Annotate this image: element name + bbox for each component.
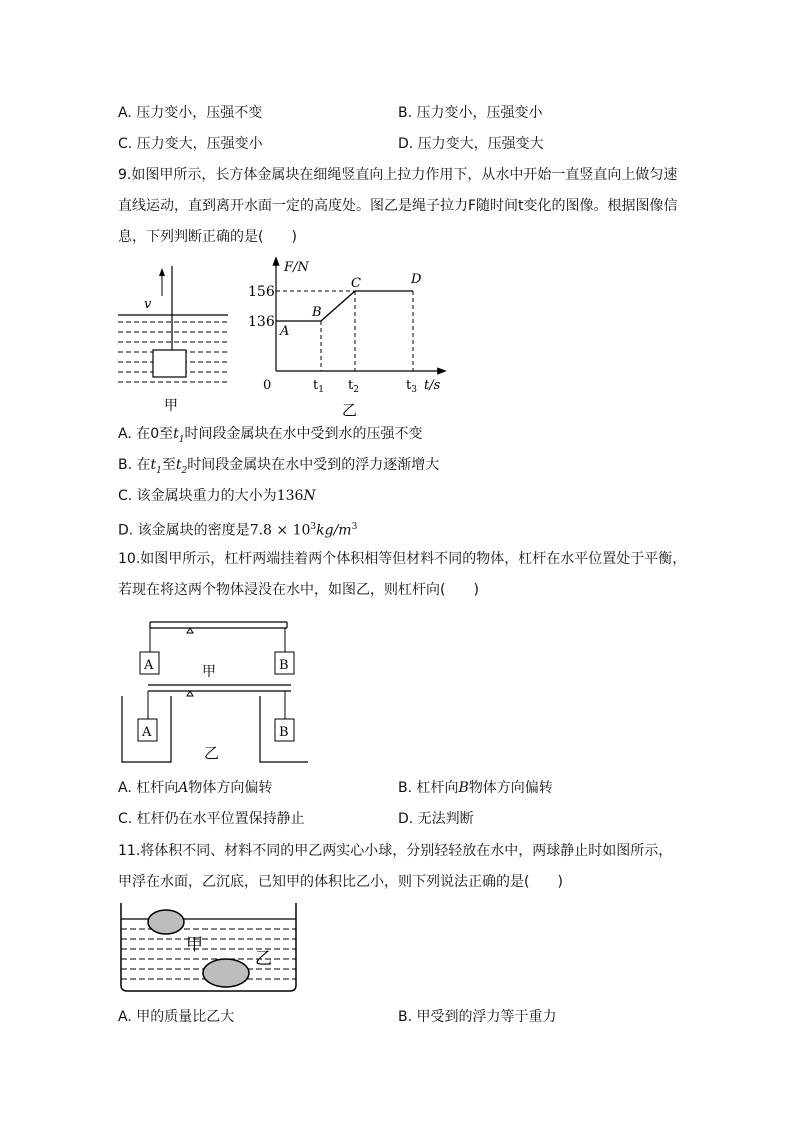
object-a-yi-label: A (142, 725, 152, 740)
q11-option-a: A. 甲的质量比乙大 (118, 1009, 235, 1025)
object-a-jia-label: A (144, 658, 154, 673)
graph-segment-BC (321, 291, 355, 321)
y-tick-136: 136 (248, 314, 275, 330)
velocity-label: v (144, 297, 152, 312)
q10-option-b: B. 杠杆向B物体方向偏转 (398, 780, 553, 796)
point-d-label: D (411, 272, 422, 287)
object-b-jia-label: B (279, 658, 289, 673)
x-tick-t3: $t_3$ (406, 378, 417, 395)
q8-option-c: C. 压力变大，压强变小 (118, 136, 263, 152)
q11-figure-balls (118, 903, 300, 993)
ball-yi (203, 959, 249, 987)
object-b-yi-label: B (279, 725, 289, 740)
q9-option-b: B. 在$t_1$至$t_2$时间段金属块在水中受到的浮力逐渐增大 (118, 457, 440, 476)
q10-figure-lever (118, 612, 308, 768)
y-tick-156: 156 (248, 284, 275, 300)
x-tick-t2: $t_2$ (348, 378, 359, 395)
ball-jia-label: 甲 (186, 935, 203, 955)
origin-label: 0 (263, 378, 272, 393)
figure-yi-caption: 乙 (342, 401, 358, 419)
figure-jia-caption-q10: 甲 (202, 664, 216, 680)
point-c-label: C (351, 276, 361, 291)
figure-jia-caption: 甲 (164, 398, 178, 414)
q9-stem-line3: 息，下列判断正确的是( ) (118, 229, 297, 245)
q11-stem-line1: 11.将体积不同、材料不同的甲乙两实心小球，分别轻轻放在水中，两球静止时如图所示， (118, 843, 673, 859)
q10-option-d: D. 无法判断 (398, 811, 474, 827)
x-tick-t1: $t_1$ (313, 378, 324, 395)
y-axis-label: F/N (284, 260, 309, 275)
q8-option-b: B. 压力变小，压强变小 (398, 105, 543, 121)
point-b-label: B (312, 305, 322, 320)
ball-jia (148, 910, 184, 934)
x-axis-label: t/s (424, 378, 441, 393)
q9-figure-yi-graph (248, 255, 453, 420)
q8-option-d: D. 压力变大，压强变大 (398, 136, 544, 152)
q9-stem-line2: 直线运动，直到离开水面一定的高度处。图乙是绳子拉力F随时间t变化的图像。根据图像信 (118, 198, 678, 214)
q9-figure-jia (118, 262, 236, 422)
q9-option-d: D. 该金属块的密度是$7.8 \times 10^3kg/m^3$ (118, 522, 358, 539)
q10-stem-line2: 若现在将这两个物体浸没在水中，如图乙，则杠杆向( ) (118, 582, 479, 598)
q10-option-c: C. 杠杆仍在水平位置保持静止 (118, 811, 305, 827)
q9-stem-line1: 9.如图甲所示，长方体金属块在细绳竖直向上拉力作用下，从水中开始一直竖直向上做匀速 (118, 167, 678, 183)
q9-option-c: C. 该金属块重力的大小为136N (118, 488, 316, 504)
fulcrum-jia (187, 628, 193, 633)
metal-block (153, 350, 186, 377)
q8-option-a: A. 压力变小，压强不变 (118, 105, 263, 121)
ball-yi-label: 乙 (255, 949, 272, 969)
q9-option-a: A. 在0至$t_1$时间段金属块在水中受到水的压强不变 (118, 426, 423, 445)
q10-stem-line1: 10.如图甲所示，杠杆两端挂着两个体积相等但材料不同的物体，杠杆在水平位置处于平衡， (118, 551, 687, 567)
q11-stem-line2: 甲浮在水面，乙沉底，已知甲的体积比乙小，则下列说法正确的是( ) (118, 874, 563, 890)
q11-option-b: B. 甲受到的浮力等于重力 (398, 1009, 557, 1025)
fulcrum-yi (187, 691, 193, 696)
q10-option-a: A. 杠杆向A物体方向偏转 (118, 780, 273, 796)
point-a-label: A (280, 324, 290, 339)
figure-yi-caption-q10: 乙 (204, 744, 220, 762)
